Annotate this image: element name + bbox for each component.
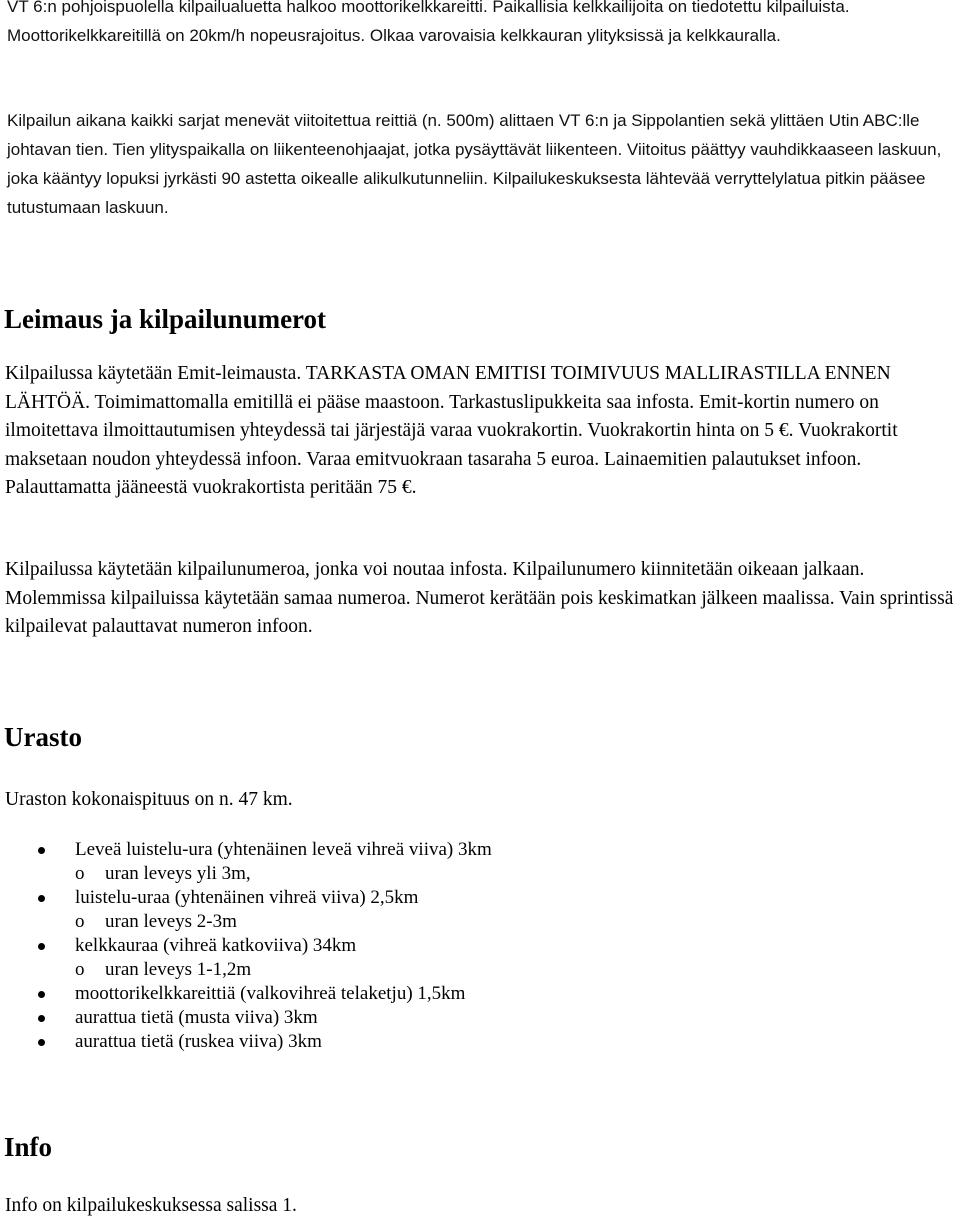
list-item	[0, 1030, 960, 1054]
list-item-text: luistelu-uraa (yhtenäinen vihreä viiva) 2,5km	[75, 887, 419, 908]
list-item	[0, 934, 960, 958]
list-item-text: moottorikelkkareittiä (valkovihreä telaketju) 1,5km	[75, 983, 466, 1004]
list-item-text: aurattua tietä (musta viiva) 3km	[75, 1007, 318, 1028]
bullet-icon	[38, 991, 45, 998]
section-heading-urasto: Urasto	[4, 722, 82, 752]
intro-paragraph-1: VT 6:n pohjoispuolella kilpailualuetta halkoo moottorikelkkareitti. Paikallisia kelkkailijoita on tiedotettu kilpailuista. Moottorikelkkareitillä on 20km/h nopeusrajoitus. Olkaa varovaisia kelkkauran ylityksissä ja kelkkauralla.	[7, 0, 850, 45]
sub-list-item	[0, 958, 960, 982]
list-item	[0, 886, 960, 910]
leimaus-paragraph-1: Kilpailussa käytetään Emit-leimausta. TARKASTA OMAN EMITISI TOIMIVUUS MALLIRASTILLA ENNEN LÄHTÖÄ. Toimimattomalla emitillä ei pääse maastoon. Tarkastuslipukkeita saa infosta. Emit-kortin numero on ilmoitettava ilmoittautumisen yhteydessä tai järjestäjä varaa vuokrakortin. Vuokrakortin hinta on 5 €. Vuokrakortit maksetaan noudon yhteydessä infoon. Varaa emitvuokraan tasaraha 5 euroa. Lainaemitien palautukset infoon. Palauttamatta jääneestä vuokrakortista peritään 75 €.	[5, 363, 898, 498]
leimaus-paragraph-2: Kilpailussa käytetään kilpailunumeroa, jonka voi noutaa infosta. Kilpailunumero kiinnitetään oikeaan jalkaan. Molemmissa kilpailuissa käytetään samaa numeroa. Numerot kerätään pois keskimatkan jälkeen maalissa. Vain sprintissä kilpailevat palauttavat numeron infoon.	[5, 559, 954, 637]
sub-list-item-text: uran leveys 1-1,2m	[105, 959, 252, 980]
sub-list-item	[0, 910, 960, 934]
list-item	[0, 838, 960, 862]
list-item-text: kelkkauraa (vihreä katkoviiva) 34km	[75, 935, 357, 956]
info-paragraph: Info on kilpailukeskuksessa salissa 1.	[5, 1195, 297, 1216]
bullet-icon	[38, 847, 45, 854]
list-item	[0, 982, 960, 1006]
sub-bullet-icon: o	[75, 863, 85, 884]
section-heading-leimaus: Leimaus ja kilpailunumerot	[4, 304, 327, 334]
bullet-icon	[38, 895, 45, 902]
list-item-text: aurattua tietä (ruskea viiva) 3km	[75, 1031, 322, 1052]
list-item-text: Leveä luistelu-ura (yhtenäinen leveä vihreä viiva) 3km	[75, 839, 492, 860]
sub-list-item-text: uran leveys 2-3m	[105, 911, 237, 932]
sub-bullet-icon: o	[75, 911, 85, 932]
sub-list-item-text: uran leveys yli 3m,	[105, 863, 251, 884]
bullet-icon	[38, 943, 45, 950]
section-heading-info: Info	[4, 1132, 53, 1162]
sub-list-item	[0, 862, 960, 886]
urasto-list	[0, 838, 960, 1054]
intro-paragraph-2: Kilpailun aikana kaikki sarjat menevät viitoitettua reittiä (n. 500m) alittaen VT 6:n ja Sippolantien sekä ylittäen Utin ABC:lle johtavan tien. Tien ylityspaikalla on liikenteenohjaajat, jotka pysäyttävät liikenteen. Viitoitus päättyy vauhdikkaaseen laskuun, joka kääntyy lopuksi jyrkästi 90 astetta oikealle alikulkutunneliin. Kilpailukeskuksesta lähtevää verryttelylatua pitkin pääsee tutustumaan laskuun.	[7, 111, 942, 217]
bullet-icon	[38, 1015, 45, 1022]
sub-bullet-icon: o	[75, 959, 85, 980]
bullet-icon	[38, 1039, 45, 1046]
list-item	[0, 1006, 960, 1030]
urasto-intro: Uraston kokonaispituus on n. 47 km.	[5, 789, 293, 810]
